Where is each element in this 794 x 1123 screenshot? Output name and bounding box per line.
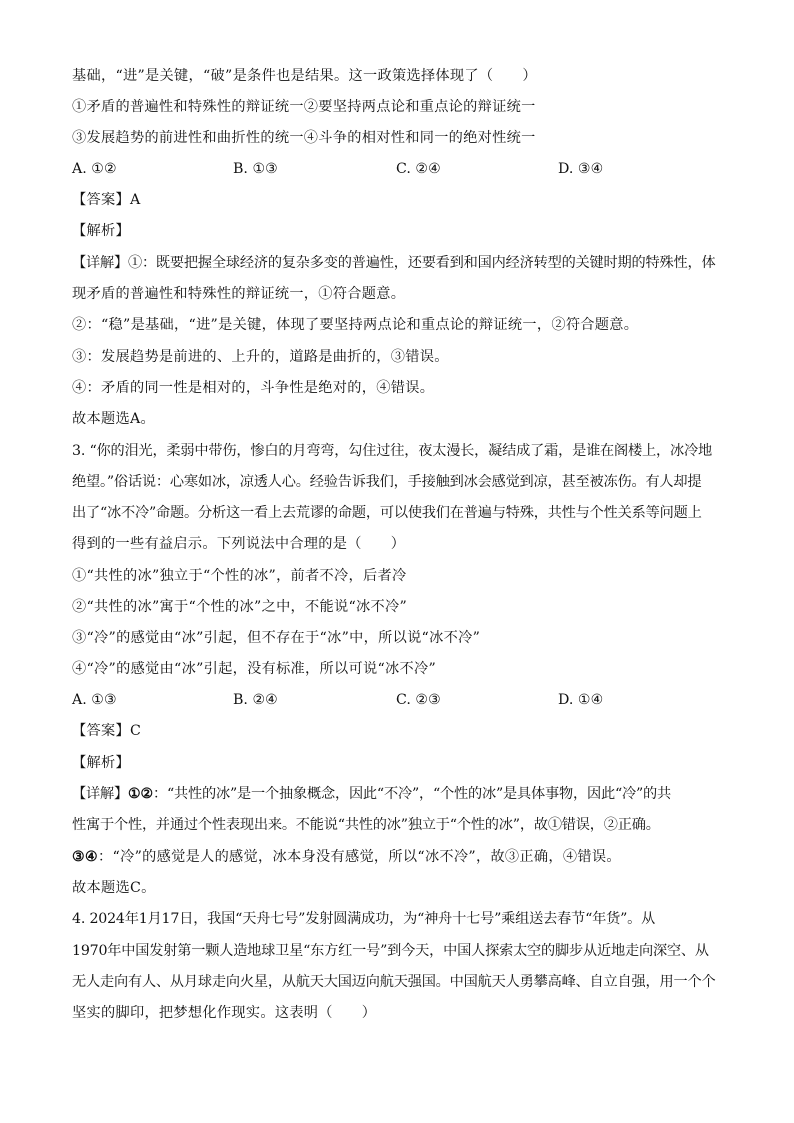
question-4-stem-line-3: 无人走向有人、从月球走向火星，从航天大国迈向航天强国。中国航天人勇攀高峰、自立自强，用一个个 <box>72 974 716 990</box>
question-2-option-b: B. ①③ <box>233 161 278 177</box>
question-3-detail-line-1 <box>72 784 732 804</box>
detail-text: ：“共性的冰”是一个抽象概念，因此“不冷”，“个性的冰”是具体事物，因此“冷”的共 <box>153 786 672 802</box>
question-2-detail-line-3: ②：“稳”是基础，“进”是关键，体现了要坚持两点论和重点论的辩证统一，②符合题意。 <box>72 317 639 333</box>
question-2-conclusion: 故本题选A。 <box>72 411 155 427</box>
question-4-stem-line-4: 坚实的脚印，把梦想化作现实。这表明（ ） <box>72 1005 377 1021</box>
question-3-option-b: B. ②④ <box>233 692 278 708</box>
question-3-stem-line-1: 3. “你的泪光，柔弱中带伤，惨白的月弯弯，勾住过往，夜太漫长，凝结成了霜，是谁在阁楼上，冰冷地 <box>72 443 712 459</box>
question-2-detail-line-1: 【详解】①：既要把握全球经济的复杂多变的普遍性，还要看到和国内经济转型的关键时期的特殊性，体 <box>72 255 716 271</box>
question-3-option-d: D. ①④ <box>558 692 604 708</box>
question-3-stem-line-2: 绝望。”俗话说：心寒如冰，凉透人心。经验告诉我们，手接触到冰会感觉到凉，甚至被冻伤。有人却提 <box>72 474 702 490</box>
question-3-analysis-heading: 【解析】 <box>72 755 130 771</box>
detail-marker-3-4: ③④ <box>72 849 99 865</box>
question-2-stem-end: 基础，“进”是关键，“破”是条件也是结果。这一政策选择体现了（ ） <box>72 68 537 84</box>
question-2-detail-line-5: ④：矛盾的同一性是相对的，斗争性是绝对的，④错误。 <box>72 380 435 396</box>
question-4-stem-line-2: 1970年中国发射第一颗人造地球卫星“东方红一号”到今天，中国人探索太空的脚步从近地走向深空、从 <box>72 943 709 959</box>
question-3-statement-3: ③“冷”的感觉由“冰”引起，但不存在于“冰”中，所以说“冰不冷” <box>72 630 481 646</box>
question-3-statement-1: ①“共性的冰”独立于“个性的冰”，前者不冷，后者冷 <box>72 568 407 584</box>
detail-label: 【详解】 <box>72 786 128 802</box>
question-3-detail-line-2: 性寓于个性，并通过个性表现出来。不能说“共性的冰”独立于“个性的冰”，故①错误，②正确。 <box>72 817 660 833</box>
question-3-statement-2: ②“共性的冰”寓于“个性的冰”之中，不能说“冰不冷” <box>72 599 408 615</box>
question-3-conclusion: 故本题选C。 <box>72 880 156 896</box>
question-3-stem-line-3: 出了“冰不冷”命题。分析这一看上去荒谬的命题，可以使我们在普遍与特殊，共性与个性关系等问题上 <box>72 505 702 521</box>
question-3-answer: 【答案】C <box>72 723 142 739</box>
question-3-stem-line-4: 得到的一些有益启示。下列说法中合理的是（ ） <box>72 536 406 552</box>
question-4-stem-line-1: 4. 2024年1月17日，我国“天舟七号”发射圆满成功，为“神舟十七号”乘组送去春节“年货”。从 <box>72 911 656 927</box>
question-3-option-c: C. ②③ <box>396 692 441 708</box>
question-2-statements-1-2: ①矛盾的普遍性和特殊性的辩证统一②要坚持两点论和重点论的辩证统一 <box>72 99 536 115</box>
question-2-option-a: A. ①② <box>72 161 117 177</box>
question-2-answer: 【答案】A <box>72 192 141 208</box>
question-2-analysis-heading: 【解析】 <box>72 223 130 239</box>
question-3-statement-4: ④“冷”的感觉由“冰”引起，没有标准，所以可说“冰不冷” <box>72 661 437 677</box>
detail-marker-1-2: ①② <box>127 786 153 802</box>
question-3-detail-line-3 <box>72 847 732 867</box>
question-2-detail-line-4: ③：发展趋势是前进的、上升的，道路是曲折的，③错误。 <box>72 349 449 365</box>
question-2-option-c: C. ②④ <box>396 161 441 177</box>
detail-text: ：“冷”的感觉是人的感觉，冰本身没有感觉，所以“冰不冷”，故③正确，④错误。 <box>98 849 621 865</box>
question-3-option-a: A. ①③ <box>72 692 117 708</box>
question-2-option-d: D. ③④ <box>558 161 604 177</box>
question-2-statements-3-4: ③发展趋势的前进性和曲折性的统一④斗争的相对性和同一的绝对性统一 <box>72 130 536 146</box>
question-2-detail-line-2: 现矛盾的普遍性和特殊性的辩证统一，①符合题意。 <box>72 286 406 302</box>
